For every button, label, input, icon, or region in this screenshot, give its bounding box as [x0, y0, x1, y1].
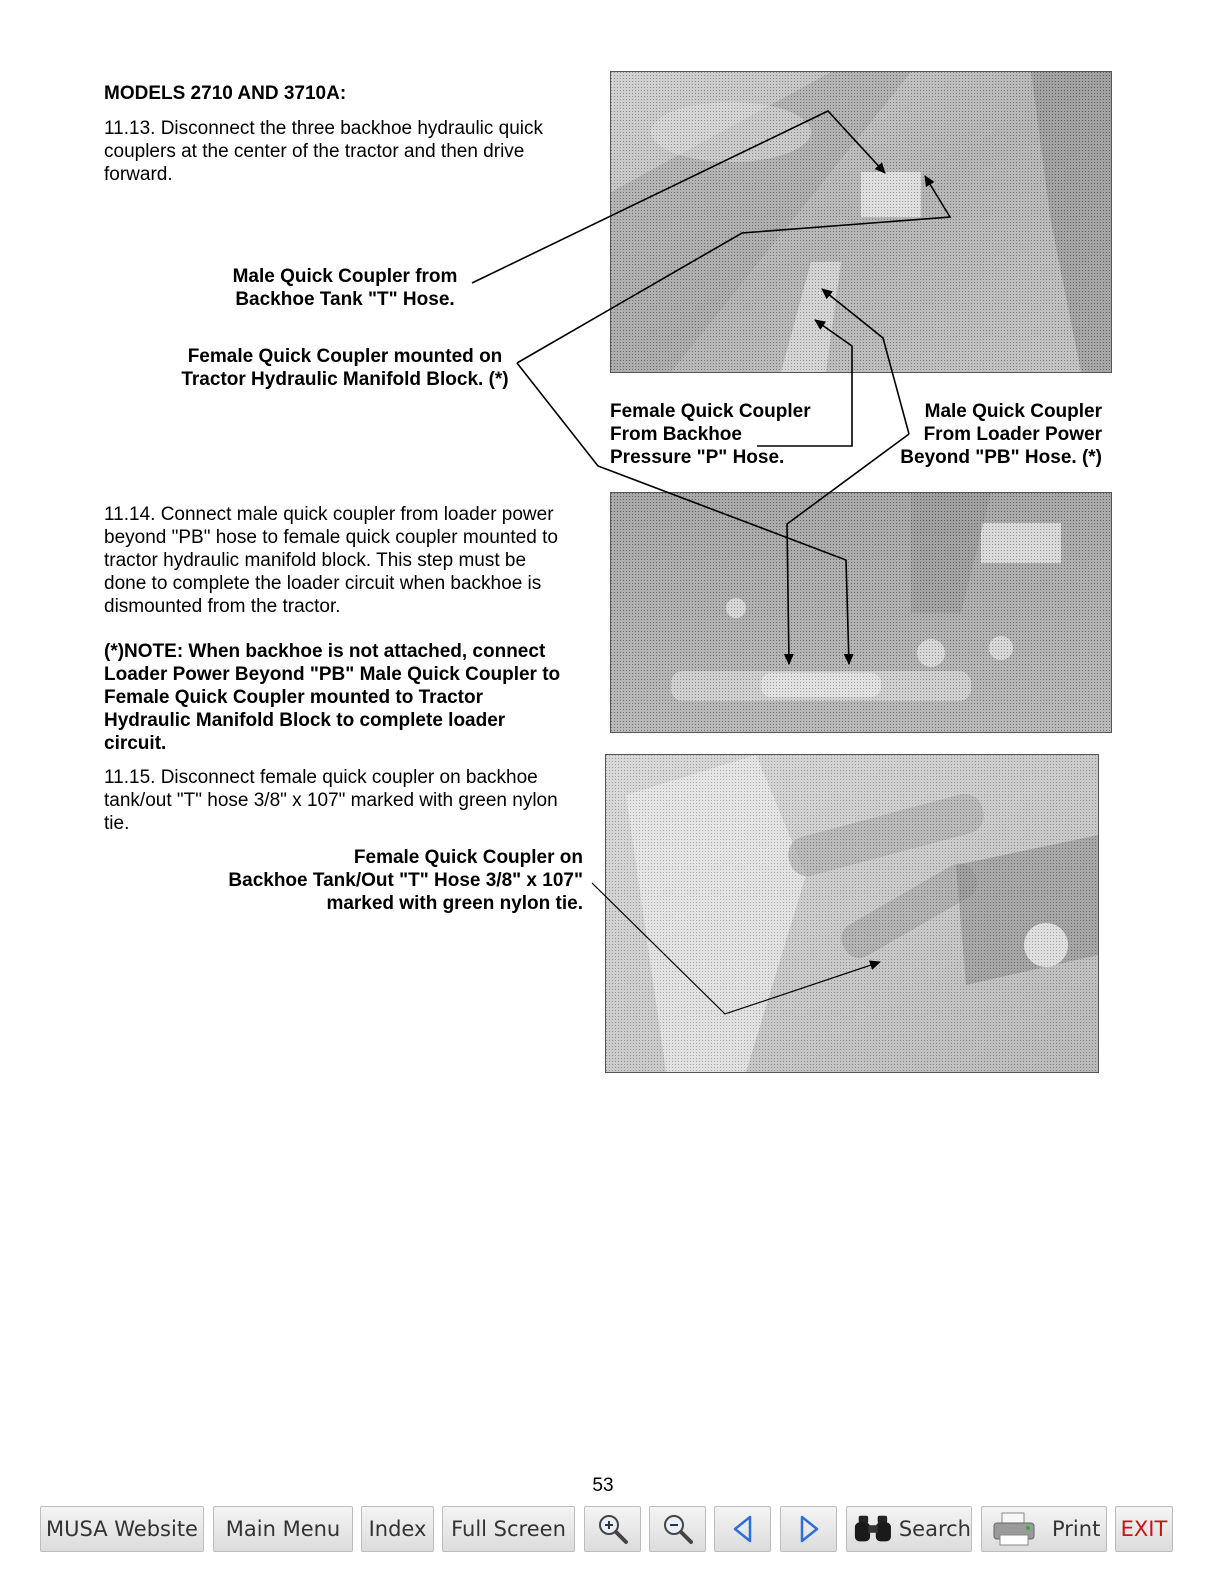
- callout-line: marked with green nylon tie.: [326, 893, 583, 914]
- callout-female-p-hose: [610, 400, 811, 469]
- photo-backhoe-tank-out-hose: [605, 754, 1099, 1073]
- main-menu-button[interactable]: Main Menu: [213, 1506, 353, 1552]
- note-line: Hydraulic Manifold Block to complete loader: [104, 710, 506, 731]
- triangle-right-icon: [794, 1514, 824, 1544]
- callout-line: Male Quick Coupler: [924, 401, 1102, 422]
- step-11-15-line: tank/out "T" hose 3/8" x 107" marked with green nylon: [104, 790, 558, 811]
- note-line: Loader Power Beyond "PB" Male Quick Coupler to: [104, 664, 561, 685]
- search-label: Search: [898, 1517, 971, 1541]
- step-11-15: [104, 766, 558, 835]
- section-heading: MODELS 2710 AND 3710A:: [104, 83, 347, 104]
- zoom-in-button[interactable]: [584, 1506, 641, 1552]
- photo-loader-coupler-connection: [610, 492, 1112, 733]
- step-11-14-line: done to complete the loader circuit when backhoe is: [104, 573, 542, 594]
- index-button[interactable]: Index: [361, 1506, 434, 1552]
- callout-line: Backhoe Tank "T" Hose.: [235, 289, 455, 310]
- page-number: 53: [592, 1475, 614, 1496]
- print-button[interactable]: [981, 1506, 1107, 1552]
- callout-female-manifold: [150, 345, 540, 391]
- callout-line: Male Quick Coupler from: [232, 266, 458, 287]
- zoom-out-button[interactable]: [649, 1506, 706, 1552]
- zoom-out-icon: [661, 1512, 695, 1546]
- callout-line: Beyond "PB" Hose. (*): [900, 447, 1102, 468]
- search-button[interactable]: [846, 1506, 972, 1552]
- note-line: Female Quick Coupler mounted to Tractor: [104, 687, 484, 708]
- callout-line: Backhoe Tank/Out "T" Hose 3/8" x 107": [228, 870, 583, 891]
- binoculars-icon: [853, 1513, 893, 1545]
- step-11-14-line: beyond "PB" hose to female quick coupler mounted to: [104, 527, 558, 548]
- step-11-15-line: tie.: [104, 813, 130, 834]
- callout-male-t-hose: [200, 265, 490, 311]
- musa-website-button[interactable]: MUSA Website: [40, 1506, 204, 1552]
- step-11-14-line: dismounted from the tractor.: [104, 596, 341, 617]
- triangle-left-icon: [728, 1514, 758, 1544]
- navigation-toolbar: [40, 1506, 1184, 1554]
- step-11-14-line: tractor hydraulic manifold block. This step must be: [104, 550, 527, 571]
- callout-line: Female Quick Coupler: [610, 401, 811, 422]
- callout-line: From Backhoe: [610, 424, 742, 445]
- print-label: Print: [1052, 1517, 1101, 1541]
- callout-line: Female Quick Coupler on: [353, 847, 583, 868]
- callout-male-pb-hose: [880, 400, 1102, 469]
- next-page-button[interactable]: [780, 1506, 837, 1552]
- printer-icon: [990, 1511, 1038, 1547]
- callout-line: Pressure "P" Hose.: [610, 447, 785, 468]
- callout-line: Female Quick Coupler mounted on: [187, 346, 503, 367]
- note: [104, 640, 560, 755]
- step-11-13-line: forward.: [104, 164, 173, 185]
- note-line: circuit.: [104, 733, 167, 754]
- exit-button[interactable]: EXIT: [1115, 1506, 1173, 1552]
- previous-page-button[interactable]: [714, 1506, 771, 1552]
- step-11-13: [104, 117, 543, 186]
- zoom-in-icon: [596, 1512, 630, 1546]
- photo-tractor-center-couplers: [610, 71, 1112, 373]
- callout-line: From Loader Power: [923, 424, 1102, 445]
- step-11-14: [104, 503, 558, 618]
- callout-line: Tractor Hydraulic Manifold Block. (*): [181, 369, 509, 390]
- step-11-14-line: 11.14. Connect male quick coupler from loader power: [104, 504, 554, 525]
- step-11-13-line: 11.13. Disconnect the three backhoe hydraulic quick: [104, 118, 544, 139]
- note-line: (*)NOTE: When backhoe is not attached, connect: [104, 641, 546, 662]
- step-11-15-line: 11.15. Disconnect female quick coupler on backhoe: [104, 767, 538, 788]
- full-screen-button[interactable]: Full Screen: [442, 1506, 575, 1552]
- step-11-13-line: couplers at the center of the tractor and then drive: [104, 141, 525, 162]
- callout-female-tank-out: [150, 846, 583, 915]
